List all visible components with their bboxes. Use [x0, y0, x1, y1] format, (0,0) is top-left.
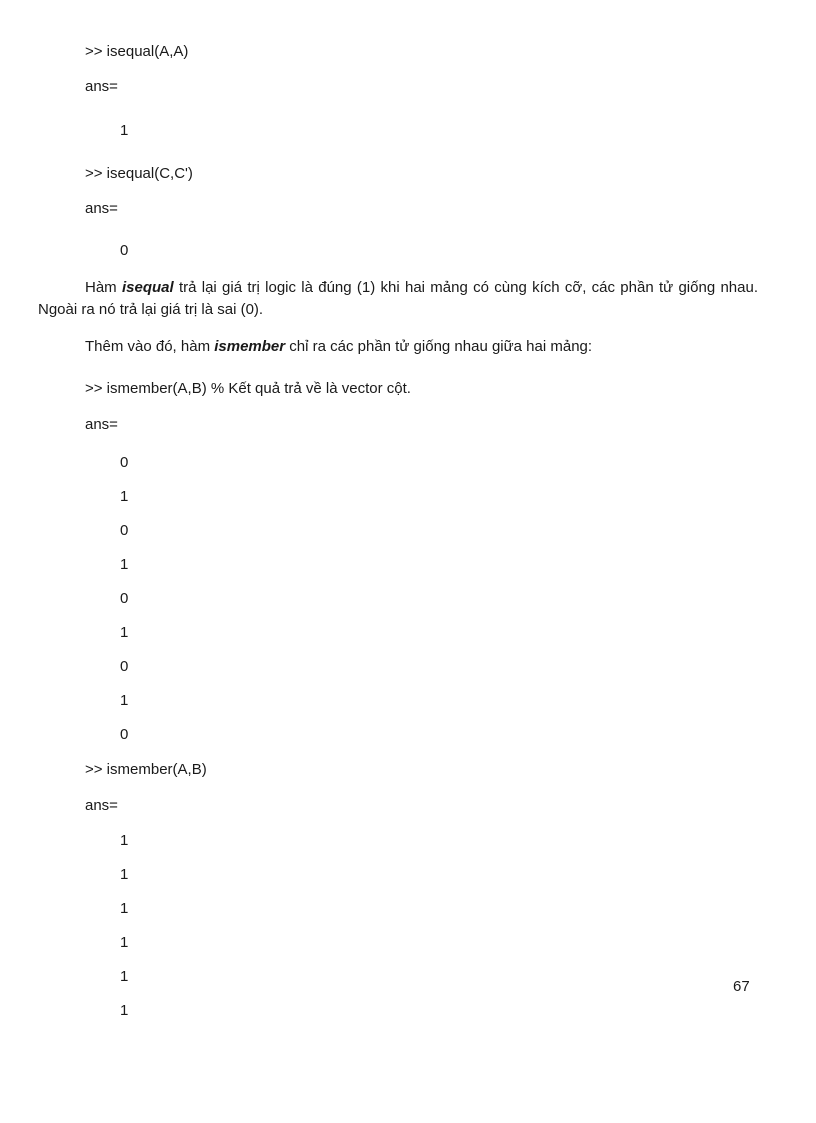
output-value: 1: [120, 556, 129, 573]
paragraph-text: chỉ ra các phần tử giống nhau giữa hai mảng:: [285, 338, 593, 355]
output-value: 1: [120, 968, 129, 985]
output-value: 0: [120, 522, 129, 539]
command-line: >> ismember(A,B): [85, 761, 207, 778]
paragraph-ismember: [85, 338, 592, 356]
ans-label: ans=: [85, 416, 118, 433]
output-value: 1: [120, 900, 129, 917]
output-value: 1: [120, 934, 129, 951]
command-line: >> ismember(A,B) % Kết quả trả về là vector cột.: [85, 380, 411, 397]
ans-label: ans=: [85, 200, 118, 217]
output-value: 0: [120, 658, 129, 675]
command-line: >> isequal(A,A): [85, 43, 189, 60]
output-value: 0: [120, 590, 129, 607]
output-value: 1: [120, 488, 129, 505]
output-value: 0: [120, 454, 129, 471]
output-value: 0: [120, 726, 129, 743]
paragraph-prefix: Hàm: [85, 279, 122, 296]
output-value: 1: [120, 122, 129, 139]
output-value: 1: [120, 832, 129, 849]
output-value: 1: [120, 692, 129, 709]
function-name: ismember: [214, 338, 286, 355]
paragraph-text: trả lại giá trị logic là đúng (1) khi hai mảng có cùng kích cỡ, các phần tử giống nhau. Ngoài ra nó trả lại giá trị là sai (0).: [38, 279, 758, 318]
paragraph-isequal: [38, 277, 758, 321]
output-value: 1: [120, 1002, 129, 1019]
output-value: 1: [120, 624, 129, 641]
ans-label: ans=: [85, 78, 118, 95]
page-number: 67: [733, 978, 750, 995]
paragraph-prefix: Thêm vào đó, hàm: [85, 338, 215, 355]
command-line: >> isequal(C,C'): [85, 165, 193, 182]
ans-label: ans=: [85, 797, 118, 814]
output-value: 1: [120, 866, 129, 883]
function-name: isequal: [121, 279, 174, 296]
output-value: 0: [120, 242, 129, 259]
